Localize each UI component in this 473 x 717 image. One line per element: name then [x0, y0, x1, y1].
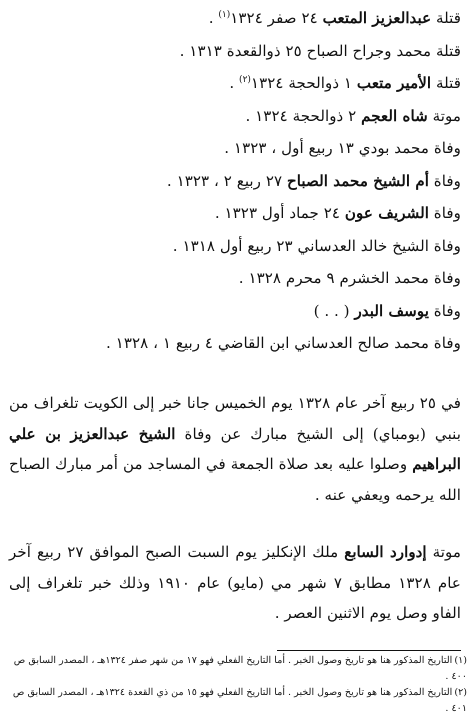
paragraph-edward-death: موتة إدوارد السابع ملك الإنكليز يوم السبت الصبح الموافق ٢٧ ربيع آخر عام ١٣٢٨ مطابق ٧ شهر مي (مايو) عام ١٩١٠ وذلك خبر تلغراف إلى الفاو وصل يوم الاثنين العصر .	[9, 543, 461, 622]
list-item: قتلة الأمير متعب ١ ذوالحجة ١٣٢٤$^{(٢)}$ .	[229, 74, 461, 92]
entry-name: شاه العجم	[361, 106, 428, 125]
list-item	[9, 165, 461, 198]
entry-name: عبدالعزيز المتعب	[322, 9, 432, 27]
list-item: قتلة عبدالعزيز المتعب ٢٤ صفر ١٣٢٤$^{(١)}$ .	[208, 9, 461, 27]
entry-date: ٢٤ جماد أول ١٣٢٣ .	[214, 204, 345, 222]
entry-text: قتلة	[431, 74, 461, 92]
list-item	[9, 262, 461, 295]
entry-text: وفاة محمد بودي ١٣ ربيع أول ، ١٣٢٣ .	[224, 139, 461, 157]
footnote-text: التاريخ المذكور هنا هو تاريخ وصول الخبر . أما التاريخ الفعلي فهو ١٧ من شهر صفر ١٣٢٤هـ ، المصدر السابق ص ٤٠٠ .	[13, 655, 467, 682]
footnote-ref[interactable]: (١)	[218, 9, 231, 20]
list-item	[9, 100, 461, 133]
entry-text: وفاة	[428, 204, 461, 222]
entry-name: الأمير متعب	[356, 74, 432, 92]
entry-text: وفاة	[428, 301, 461, 320]
entry-text: موتة	[427, 106, 461, 125]
entry-date: ١ ذوالحجة ١٣٢٤	[250, 74, 357, 92]
entry-date: ٢٤ صفر ١٣٢٤	[230, 9, 323, 27]
death-events-list	[9, 2, 461, 360]
entry-date: ٢٧ ربيع ٢ ، ١٣٢٣ .	[166, 171, 287, 190]
list-item	[9, 35, 461, 68]
entry-date: ٢ ذوالحجة ١٣٢٤ .	[245, 106, 362, 125]
entry-text: قتلة محمد وجراح الصباح ٢٥ ذوالقعدة ١٣١٣ .	[179, 41, 461, 60]
footnote-ref[interactable]: (٢)	[239, 74, 251, 85]
footnotes	[5, 653, 467, 717]
entry-name: الشريف عون	[344, 204, 429, 222]
footnote-1	[5, 653, 467, 685]
bold-name: الشيخ عبدالعزيز بن علي البراهيم	[9, 424, 461, 473]
footnote-divider	[277, 650, 461, 651]
footnote-number: (٢)	[454, 687, 467, 698]
entry-name: يوسف البدر	[354, 301, 429, 320]
entry-text: قتلة	[431, 9, 461, 27]
bold-name: إدوارد السابع	[344, 543, 427, 561]
entry-text: وفاة الشيخ خالد العدساني ٢٣ ربيع أول ١٣١٨ .	[172, 236, 461, 255]
list-item	[9, 327, 461, 360]
entry-date: ( . . )	[313, 301, 355, 320]
list-item	[9, 295, 461, 328]
list-item	[9, 230, 461, 263]
footnote-number: (١)	[454, 655, 467, 666]
entry-name: أم الشيخ محمد الصباح	[286, 171, 429, 190]
entry-text: وفاة	[428, 171, 461, 190]
footnote-text: التاريخ المذكور هنا هو تاريخ وصول الخبر . أما التاريخ الفعلي فهو ١٥ من ذي القعدة ١٣٢٤هـ ، المصدر السابق ص ٤٠١ .	[12, 687, 467, 714]
list-item	[9, 132, 461, 165]
paragraph-abdulaziz-death: في ٢٥ ربيع آخر عام ١٣٢٨ يوم الخميس جانا خبر إلى الكويت تلغراف من بنبي (بومباي) إلى الشيخ مبارك عن وفاة الشيخ عبدالعزيز بن علي البراهيم وصلوا عليه بعد صلاة الجمعة في المساجد من أمر مبارك الصباح الله يرحمه ويعفي عنه .	[9, 394, 461, 504]
entry-text: وفاة محمد صالح العدساني ابن القاضي ٤ ربيع ١ ، ١٣٢٨ .	[106, 334, 461, 352]
list-item	[9, 197, 461, 230]
entry-text: وفاة محمد الخشرم ٩ محرم ١٣٢٨ .	[238, 269, 461, 287]
footnote-2	[5, 685, 467, 717]
